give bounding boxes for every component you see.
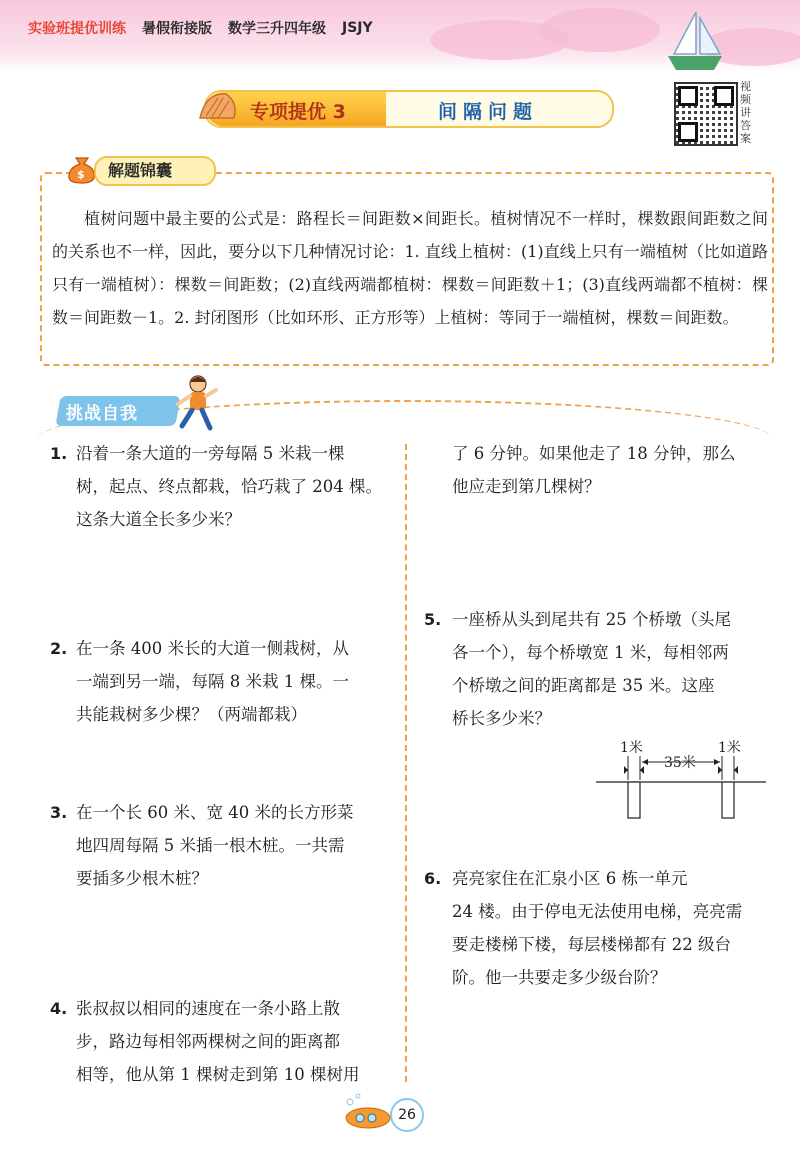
section-topic: 间隔问题 — [438, 101, 539, 123]
question-number: 2. — [50, 639, 68, 658]
version-code: JSJY — [342, 20, 373, 36]
question-line: 一端到另一端，每隔 8 米栽 1 棵。一 — [76, 672, 349, 691]
question-line: 步，路边每相邻两棵树之间的距离都 — [76, 1032, 340, 1051]
qr-finder — [678, 122, 698, 142]
qr-code[interactable] — [674, 82, 738, 146]
question-number: 1. — [50, 444, 68, 463]
question-line: 24 楼。由于停电无法使用电梯，亮亮需 — [452, 902, 743, 921]
question-line: 地四周每隔 5 米插一根木桩。一共需 — [76, 836, 345, 855]
question-line: 共能栽树多少棵？（两端都栽） — [76, 705, 307, 724]
question-line: 在一条 400 米长的大道一侧栽树，从 — [76, 639, 349, 658]
question-line: 个桥墩之间的距离都是 35 米。这座 — [452, 676, 715, 695]
question-line: 了 6 分钟。如果他走了 18 分钟，那么 — [452, 444, 736, 463]
question-line: 这条大道全长多少米？ — [76, 510, 241, 529]
qr-finder — [714, 86, 734, 106]
question-line: 树，起点、终点都栽，恰巧栽了 204 棵。 — [76, 477, 382, 496]
question-line: 相等，他从第 1 棵树走到第 10 棵树用 — [76, 1065, 360, 1084]
question-line: 各一个），每个桥墩宽 1 米，每相邻两 — [452, 643, 729, 662]
svg-text:$: $ — [77, 168, 85, 181]
sailboat-icon — [660, 8, 730, 78]
question-number: 4. — [50, 999, 68, 1018]
question-line: 在一个长 60 米、宽 40 米的长方形菜 — [76, 803, 354, 822]
cloud-decoration — [540, 8, 660, 52]
question-number: 6. — [424, 869, 442, 888]
subject-grade: 数学三升四年级 — [228, 21, 326, 37]
question-line: 沿着一条大道的一旁每隔 5 米栽一棵 — [76, 444, 345, 463]
gap-label: 35米 — [664, 755, 696, 771]
question-line: 桥长多少米？ — [452, 709, 551, 728]
question-line: 亮亮家住在汇泉小区 6 栋一单元 — [452, 869, 688, 888]
section-tag: 专项提优 3 — [250, 101, 346, 123]
section-title-bar — [204, 90, 614, 128]
bridge-diagram — [596, 738, 776, 824]
question-line: 张叔叔以相同的速度在一条小路上散 — [76, 999, 340, 1018]
question-line: 他应走到第几棵树？ — [452, 477, 601, 496]
tips-paragraph: 植树问题中最主要的公式是：路程长＝间距数×间距长。植树情况不一样时，棵数跟间距数之间的关系也不一样，因此，要分以下几种情况讨论：1. 直线上植树：(1)直线上只有一端植树（比如道路只有一端植树）：棵数＝间距数；(2)直线两端都植树：棵数＝间距数＋1；(3)直线两端都不植树：棵数＝间距数－1。2. 封闭图形（比如环形、正方形等）上植树：等同于一端植树，棵数＝间距数。 — [52, 209, 768, 327]
question-number: 5. — [424, 610, 442, 629]
edition: 暑假衔接版 — [142, 21, 212, 37]
question-line: 一座桥从头到尾共有 25 个桥墩（头尾 — [452, 610, 731, 629]
page-number: 26 — [390, 1098, 424, 1132]
question-line: 要插多少根木桩？ — [76, 869, 208, 888]
bridge-pier — [722, 782, 734, 818]
series-name: 实验班提优训练 — [28, 21, 126, 37]
question-number: 3. — [50, 803, 68, 822]
tips-badge — [64, 152, 214, 182]
bridge-pier — [628, 782, 640, 818]
left-pier-width-label: 1米 — [620, 740, 643, 756]
challenge-title: 挑战自我 — [66, 404, 138, 424]
qr-label: 视频讲答案 — [740, 80, 751, 145]
qr-finder — [678, 86, 698, 106]
column-divider — [405, 444, 407, 1082]
running-kid-icon — [172, 374, 218, 434]
question-line: 要走楼梯下楼，每层楼梯都有 22 级台 — [452, 935, 731, 954]
header-text — [28, 18, 373, 38]
tips-title: 解题锦囊 — [108, 161, 173, 180]
shell-icon — [196, 88, 240, 128]
right-pier-width-label: 1米 — [718, 740, 741, 756]
question-line: 阶。他一共要走多少级台阶？ — [452, 968, 667, 987]
